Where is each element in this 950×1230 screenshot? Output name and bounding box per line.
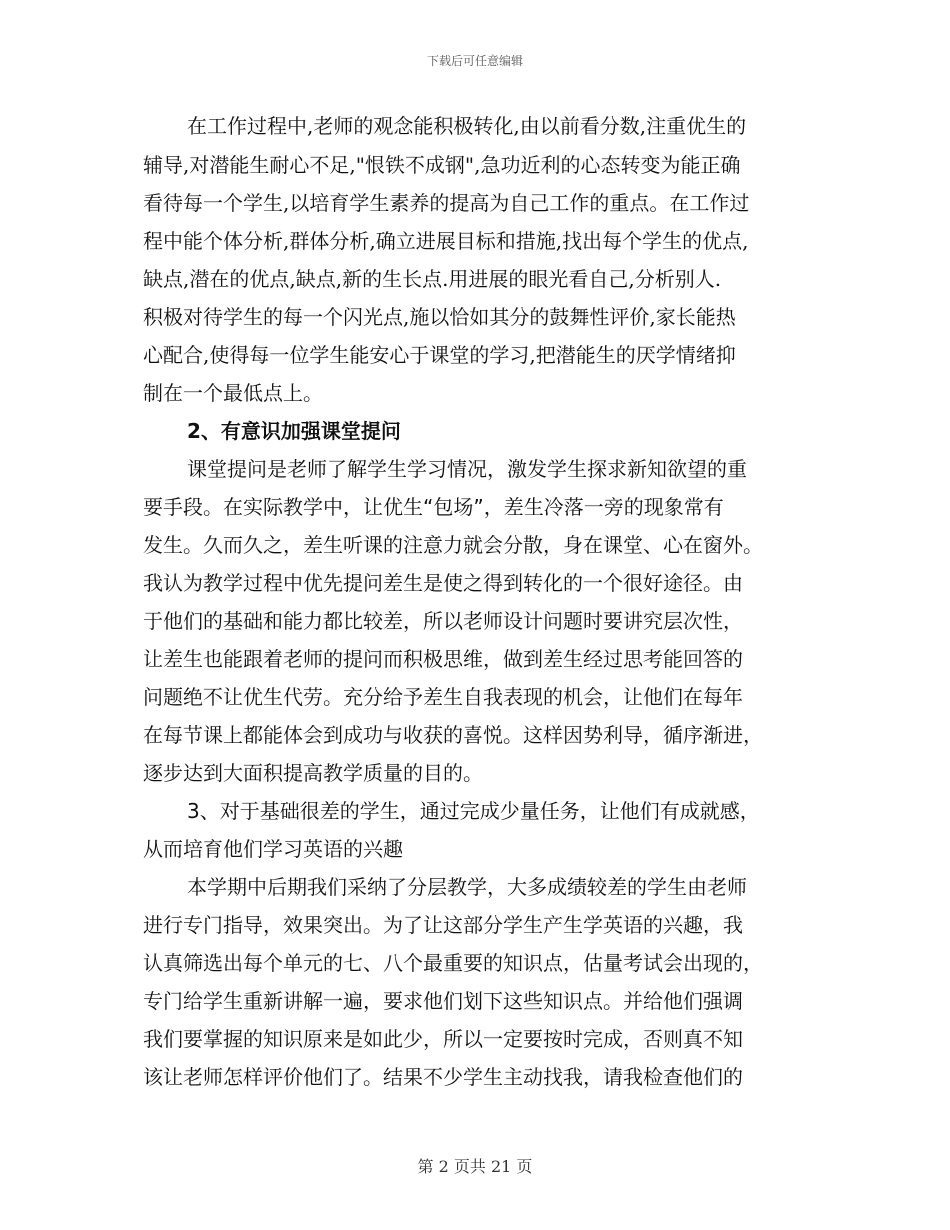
text-line: 本学期中后期我们采纳了分层教学，大多成绩较差的学生由老师 [187,875,747,899]
text-line: 于他们的基础和能力都比较差，所以老师设计问题时要讲究层次性， [143,609,743,633]
text-line: 从而培育他们学习英语的兴趣 [143,837,403,861]
text-line: 进行专门指导，效果突出。为了让这部分学生产生学英语的兴趣，我 [143,913,743,937]
text-line: 3、对于基础很差的学生，通过完成少量任务，让他们有成就感， [187,799,760,823]
text-line: 该让老师怎样评价他们了。结果不少学生主动找我，请我检查他们的 [143,1065,743,1089]
text-line: 在工作过程中,老师的观念能积极转化,由以前看分数,注重优生的 [187,114,747,138]
text-line: 我认为教学过程中优先提问差生是使之得到转化的一个很好途径。由 [143,571,743,595]
text-line: 问题绝不让优生代劳。充分给予差生自我表现的机会，让他们在每年 [143,685,743,709]
text-line: 认真筛选出每个单元的七、八个最重要的知识点，估量考试会出现的， [143,951,763,975]
text-line: 逐步达到大面积提高教学质量的目的。 [143,761,483,785]
page-footer: 第 2 页共 21 页 [417,1157,533,1176]
text-line: 辅导,对潜能生耐心不足,"恨铁不成钢",急功近利的心态转变为能正确 [143,153,741,177]
text-line: 我们要掌握的知识原来是如此少，所以一定要按时完成，否则真不知 [143,1027,743,1051]
section-heading: 2、有意识加强课堂提问 [187,419,401,443]
text-line: 让差生也能跟着老师的提问而积极思维，做到差生经过思考能回答的 [143,647,743,671]
text-line: 积极对待学生的每一个闪光点,施以恰如其分的鼓舞性评价,家长能热 [143,305,736,329]
text-line: 看待每一个学生,以培育学生素养的提高为自己工作的重点。在工作过 [143,191,750,215]
text-line: 专门给学生重新讲解一遍，要求他们划下这些知识点。并给他们强调 [143,989,743,1013]
text-line: 发生。久而久之，差生听课的注意力就会分散，身在课堂、心在窗外。 [143,533,763,557]
text-line: 在每节课上都能体会到成功与收获的喜悦。这样因势利导，循序渐进， [143,723,763,747]
text-line: 制在一个最低点上。 [143,381,323,405]
text-line: 缺点,潜在的优点,缺点,新的生长点.用进展的眼光看自己,分析别人. [143,267,722,291]
text-line: 要手段。在实际教学中，让优生“包场”，差生冷落一旁的现象常有 [143,495,724,519]
text-line: 程中能个体分析,群体分析,确立进展目标和措施,找出每个学生的优点, [143,229,749,253]
page-header: 下载后可任意编辑 [426,54,523,68]
text-line: 课堂提问是老师了解学生学习情况，激发学生探求新知欲望的重 [187,457,747,481]
text-line: 心配合,使得每一位学生能安心于课堂的学习,把潜能生的厌学情绪抑 [143,343,736,367]
